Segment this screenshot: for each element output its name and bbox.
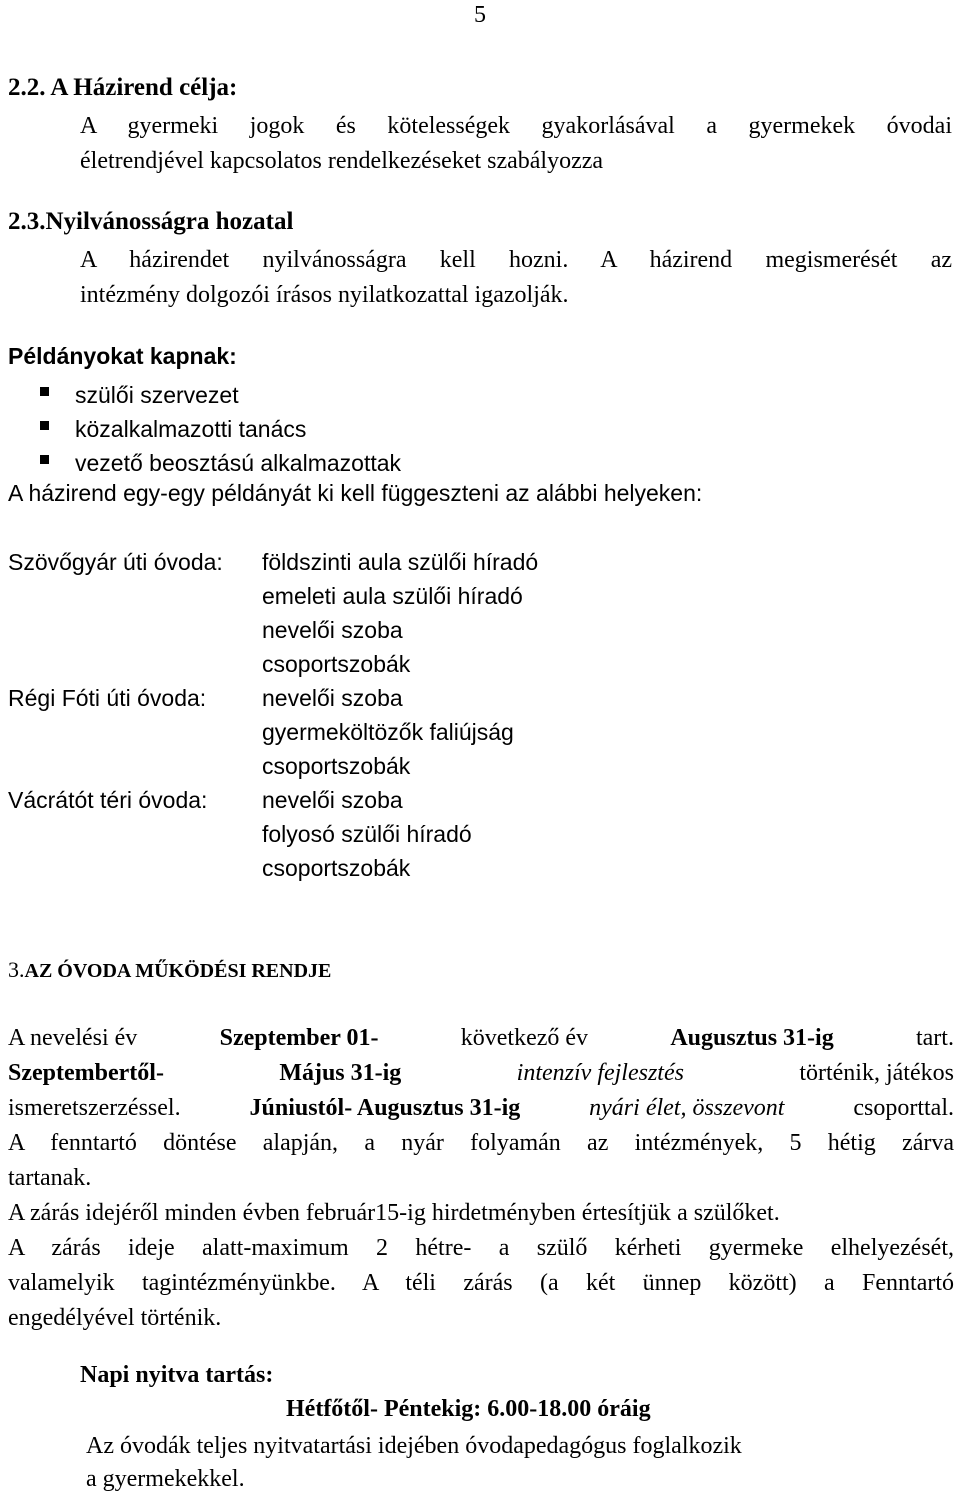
location-item: csoportszobák (262, 855, 411, 881)
section-2-3-line2: intézmény dolgozói írásos nyilatkozattal igazolják. (80, 282, 569, 308)
copies-item (40, 378, 239, 412)
bullet-square-icon (40, 455, 49, 464)
section-3-body (8, 1021, 954, 1336)
opening-note-line: a gyermekekkel. (86, 1466, 245, 1492)
text-run: Augusztus 31-ig (670, 1025, 834, 1051)
text-run: következő év (460, 1025, 589, 1051)
paragraph-line: A zárás ideje alatt-maximum 2 hétre- a szülő kérheti gyermeke elhelyezését, (8, 1235, 954, 1261)
location-item: nevelői szoba (262, 787, 403, 813)
location-label: Vácrátót téri óvoda: (8, 787, 208, 813)
bullet-square-icon (40, 421, 49, 430)
location-item: folyosó szülői híradó (262, 821, 472, 847)
page-number: 5 (474, 2, 486, 28)
bullet-square-icon (40, 387, 49, 396)
copies-item-label: szülői szervezet (75, 381, 239, 408)
opening-note (86, 1430, 742, 1496)
location-label: Szövőgyár úti óvoda: (8, 549, 223, 575)
text-run: intenzív fejlesztés (516, 1060, 684, 1086)
copies-item-label: vezető beosztású alkalmazottak (75, 449, 402, 476)
text-run: ismeretszerzéssel. (8, 1095, 181, 1121)
section-3-heading (8, 957, 331, 983)
section-3-title: AZ ÓVODA MŰKÖDÉSI RENDJE (24, 960, 332, 982)
location-item: földszinti aula szülői híradó (262, 549, 539, 575)
location-item: emeleti aula szülői híradó (262, 583, 523, 609)
copies-item (40, 412, 306, 446)
section-3-number: 3. (8, 957, 25, 982)
section-2-2-line1: A gyermeki jogok és kötelességek gyakorlásával a gyermekek óvodai (80, 113, 952, 139)
text-run: csoporttal. (853, 1095, 954, 1121)
text-run: nyári élet, összevont (589, 1095, 785, 1121)
text-run: tart. (915, 1025, 954, 1051)
paragraph-line (8, 1056, 954, 1091)
opening-title: Napi nyitva tartás: (80, 1362, 274, 1388)
section-2-2-line2: életrendjével kapcsolatos rendelkezéseket szabályozza (80, 148, 604, 174)
section-2-3-title: 2.3.Nyilvánosságra hozatal (8, 208, 294, 235)
text-run: történik, játékos (799, 1060, 954, 1086)
paragraph-line (8, 1021, 954, 1056)
section-2-3-line1: A házirendet nyilvánosságra kell hozni. A házirend megismerését az (80, 247, 952, 273)
text-run: Május 31-ig (279, 1060, 402, 1086)
text-run: A nevelési év (8, 1025, 138, 1051)
section-2-3-body (80, 243, 952, 313)
text-run: Szeptembertől- (8, 1060, 164, 1086)
location-label: Régi Fóti úti óvoda: (8, 685, 207, 711)
opening-hours: Hétfőtől- Péntekig: 6.00-18.00 óráig (286, 1396, 651, 1422)
copies-item-label: közalkalmazotti tanács (75, 415, 307, 442)
location-item: gyermeköltözők faliújság (262, 719, 514, 745)
section-2-2-body (80, 109, 952, 179)
paragraph-line: valamelyik tagintézményünkbe. A téli zárás (a két ünnep között) a Fenntartó (8, 1270, 954, 1296)
paragraph-line: engedélyével történik. (8, 1305, 222, 1331)
text-run: Szeptember 01- (219, 1025, 379, 1051)
text-run: Júniustól- Augusztus 31-ig (249, 1095, 521, 1121)
section-2-2-title: 2.2. A Házirend célja: (8, 74, 238, 101)
paragraph-line (8, 1091, 954, 1126)
opening-note-line: Az óvodák teljes nyitvatartási idejében óvodapedagógus foglalkozik (86, 1433, 742, 1459)
copies-title: Példányokat kapnak: (8, 343, 237, 369)
location-item: nevelői szoba (262, 685, 403, 711)
location-item: csoportszobák (262, 753, 411, 779)
paragraph-line: A fenntartó döntése alapján, a nyár folyamán az intézmények, 5 hétig zárva (8, 1130, 954, 1156)
paragraph-line: tartanak. (8, 1165, 92, 1191)
location-item: nevelői szoba (262, 617, 403, 643)
location-item: csoportszobák (262, 651, 411, 677)
paragraph-line: A zárás idejéről minden évben február15-ig hirdetményben értesítjük a szülőket. (8, 1200, 780, 1226)
copies-item (40, 446, 401, 480)
posting-note: A házirend egy-egy példányát ki kell függeszteni az alábbi helyeken: (8, 480, 703, 506)
